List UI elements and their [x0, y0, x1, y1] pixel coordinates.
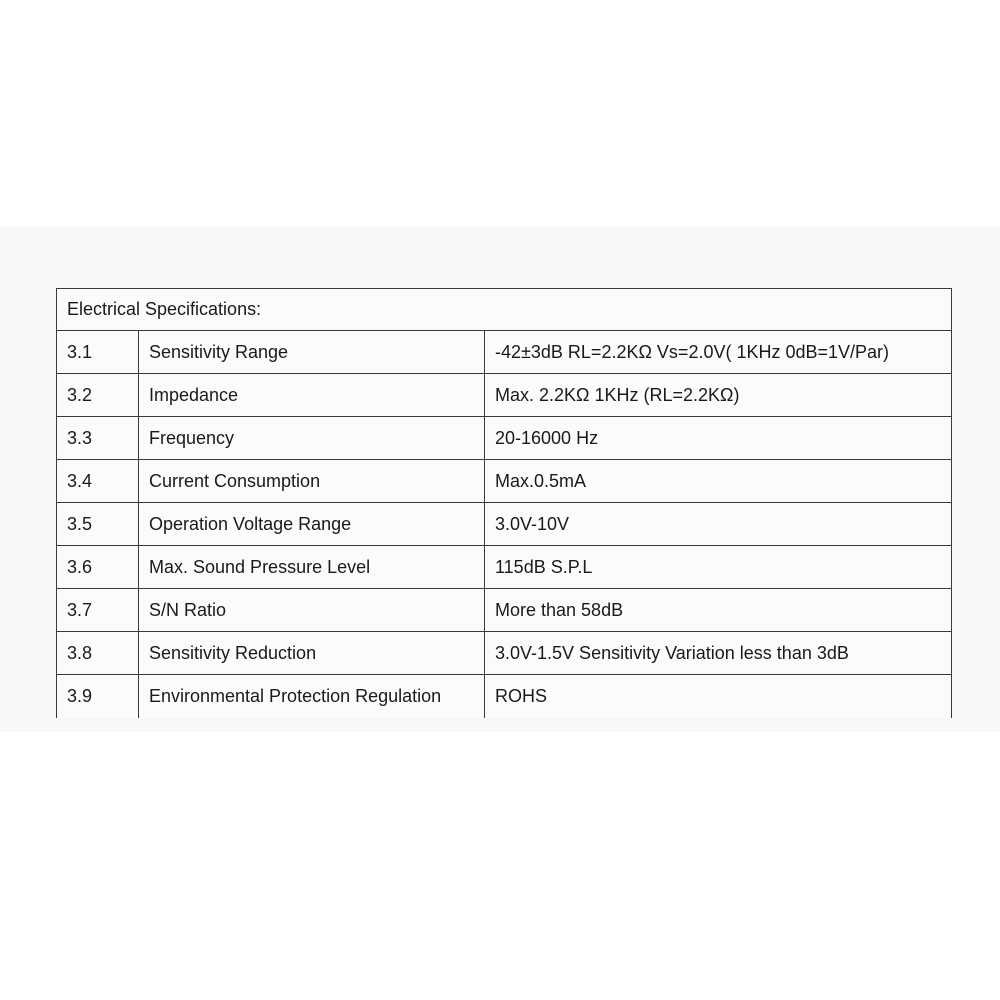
- spec-number: 3.7: [57, 589, 139, 632]
- spec-value: 115dB S.P.L: [485, 546, 952, 589]
- spec-number: 3.2: [57, 374, 139, 417]
- spec-value: 3.0V-1.5V Sensitivity Variation less than 3dB: [485, 632, 952, 675]
- spec-number: 3.5: [57, 503, 139, 546]
- table-row: [57, 417, 952, 460]
- spec-parameter: Impedance: [139, 374, 485, 417]
- table-row: [57, 675, 952, 719]
- table-row: [57, 546, 952, 589]
- spec-value: 20-16000 Hz: [485, 417, 952, 460]
- table-row: [57, 632, 952, 675]
- spec-number: 3.3: [57, 417, 139, 460]
- spec-number: 3.8: [57, 632, 139, 675]
- spec-value: Max.0.5mA: [485, 460, 952, 503]
- spec-number: 3.9: [57, 675, 139, 719]
- spec-value: More than 58dB: [485, 589, 952, 632]
- table-row: [57, 331, 952, 374]
- table-title: Electrical Specifications:: [57, 289, 952, 331]
- table-title-row: [57, 289, 952, 331]
- spec-number: 3.6: [57, 546, 139, 589]
- spec-value: Max. 2.2KΩ 1KHz (RL=2.2KΩ): [485, 374, 952, 417]
- spec-value: -42±3dB RL=2.2KΩ Vs=2.0V( 1KHz 0dB=1V/Par): [485, 331, 952, 374]
- table-row: [57, 503, 952, 546]
- spec-parameter: Sensitivity Reduction: [139, 632, 485, 675]
- table-row: [57, 374, 952, 417]
- spec-parameter: S/N Ratio: [139, 589, 485, 632]
- spec-number: 3.4: [57, 460, 139, 503]
- spec-parameter: Operation Voltage Range: [139, 503, 485, 546]
- spec-value: 3.0V-10V: [485, 503, 952, 546]
- table-row: [57, 589, 952, 632]
- spec-value: ROHS: [485, 675, 952, 719]
- electrical-specifications-table: [56, 288, 952, 718]
- spec-parameter: Frequency: [139, 417, 485, 460]
- spec-number: 3.1: [57, 331, 139, 374]
- spec-parameter: Max. Sound Pressure Level: [139, 546, 485, 589]
- table-row: [57, 460, 952, 503]
- spec-parameter: Current Consumption: [139, 460, 485, 503]
- spec-parameter: Environmental Protection Regulation: [139, 675, 485, 719]
- spec-parameter: Sensitivity Range: [139, 331, 485, 374]
